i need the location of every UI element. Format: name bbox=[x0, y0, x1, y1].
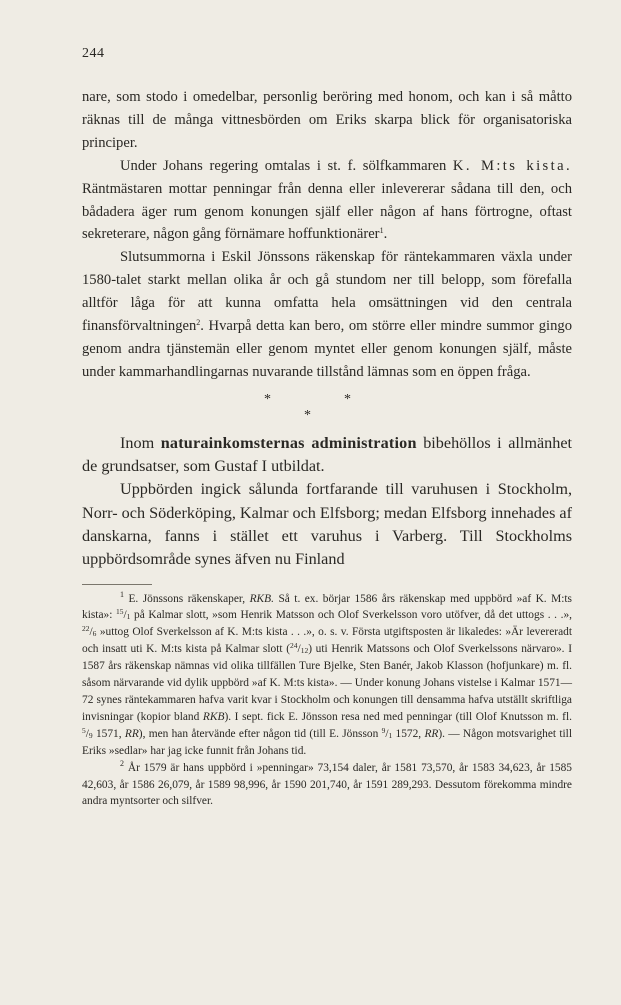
fraction-date: $^{24}/_{12}$ bbox=[290, 641, 309, 656]
asterisk-left: * bbox=[264, 391, 271, 407]
fraction-date: $^9/_1$ bbox=[381, 725, 393, 740]
paragraph-uppborden: Uppbörden ingick sålunda fortfarande till varuhusen i Stockholm, Norr- och Söderköping, Kalmar och Elfsborg; medan Elfsborg innehades af danskarna, fanns i stället ett varuhus i Varberg. Till Stockholms uppbördsområde synes äfven nu Finland bbox=[82, 480, 572, 569]
asterisk-bottom: * bbox=[304, 407, 311, 423]
bold-term: naturainkomsternas administration bbox=[160, 433, 417, 452]
fraction-date: $^{15}/_1$ bbox=[115, 607, 131, 622]
paragraph-naturainkomster: Inom naturainkomsternas administration bibehöllos i allmänhet de grundsatser, som Gustaf I utbildat. bbox=[82, 433, 573, 476]
page-number: 244 bbox=[82, 46, 105, 61]
footnote-divider bbox=[82, 584, 152, 585]
paragraph-johans-regering: Under Johans regering omtalas i st. f. sölfkammaren K. M:ts kista. Räntmästaren mottar penningar från denna eller inlevererar sådana till den, och bådadera äger rum genom konungen själf eller någon af hans förtrogne, oftast sekreterare, någon gång förnämare hoffunktionärer$^1$. bbox=[82, 157, 573, 243]
footnote-2: $^2$ År 1579 är hans uppbörd i »penningar» 73,154 daler, år 1581 73,570, år 1583 34,623, år 1585 42,603, år 1586 26,079, år 1589 98,996, år 1590 201,740, år 1591 289,293. Dessutom förekomma mindre andra myntsorter och silfver. bbox=[82, 758, 572, 808]
spaced-term-kista: K. M:ts kista. bbox=[452, 157, 573, 174]
asterisk-right: * bbox=[344, 391, 351, 407]
footnotes bbox=[82, 591, 572, 811]
section-separator bbox=[82, 388, 572, 432]
body-text bbox=[82, 86, 572, 810]
footnote-1: $^1$ E. Jönssons räkenskaper, RKB. Så t. ex. börjar 1586 års räkenskap med uppbörd »af K. M:ts kista»: $^{15}/_1$ på Kalmar slott, »som Henrik Matsson och Olof Sverkelsson voro utöfver, då det uttogs . . .», $^{22}/_6$ »uttog Olof Sverkelsson af K. M:ts kista . . .», o. s. v. Första utgiftsposten är likaledes: »Är levereradt och insatt uti K. M:ts kista på Kalmar slott $(^{24}/_{12})$ uti Henrik Matssons och Olof Sverkelssons närvaro». I 1587 års räkenskap nämnas vid olika tillfällen Ture Bjelke, Sten Banér, Jakob Klasson (hofjunkare) m. fl. såsom närvarande vid dylik uppbörd »af K. M:ts kista». — Under konung Johans vistelse i Kalmar 1571—72 synes räntekammaren hafva varit kvar i Stockholm och konungen till densamma hafva utställt skriftliga invisningar (kopior bland RKB). I sept. fick E. Jönsson resa ned med penningar (till Olof Knutsson m. fl. $^5/_9$ 1571, RR), men han återvände efter någon tid (till E. Jönsson $^9/_1$ 1572, RR). — Någon motsvarighet till Eriks »sedlar» har jag icke funnit från Johans tid. bbox=[82, 589, 572, 757]
paragraph-block-2 bbox=[82, 432, 572, 572]
fraction-date: $^{22}/_6$ bbox=[82, 624, 97, 639]
footnote-ref-2: 2 bbox=[196, 318, 201, 328]
footnote-ref-1: 1 bbox=[379, 226, 384, 236]
paragraph-block-1 bbox=[82, 86, 572, 384]
paragraph-continuation: nare, som stodo i omedelbar, personlig beröring med honom, och kan i så måtto räknas till de många vittnesbörden om Eriks skarpa blick för organisatoriska principer. bbox=[82, 89, 572, 151]
fraction-date: $^5/_9$ bbox=[82, 725, 93, 740]
paragraph-slutsummorna: Slutsummorna i Eskil Jönssons räkenskap för räntekammaren växla under 1580-talet starkt mellan olika år och gå stundom ner till belopp, som förefalla alltför låga för att kunna omfatta hela omsättningen vid den centrala finansförvaltningen$^2$. Hvarpå detta kan bero, om större eller mindre summor gingo genom andra tjänstemän eller genom myntet eller genom konungen själf, måste under kammarhandlingarnas nuvarande tillstånd lämnas som en öppen fråga. bbox=[82, 249, 572, 380]
